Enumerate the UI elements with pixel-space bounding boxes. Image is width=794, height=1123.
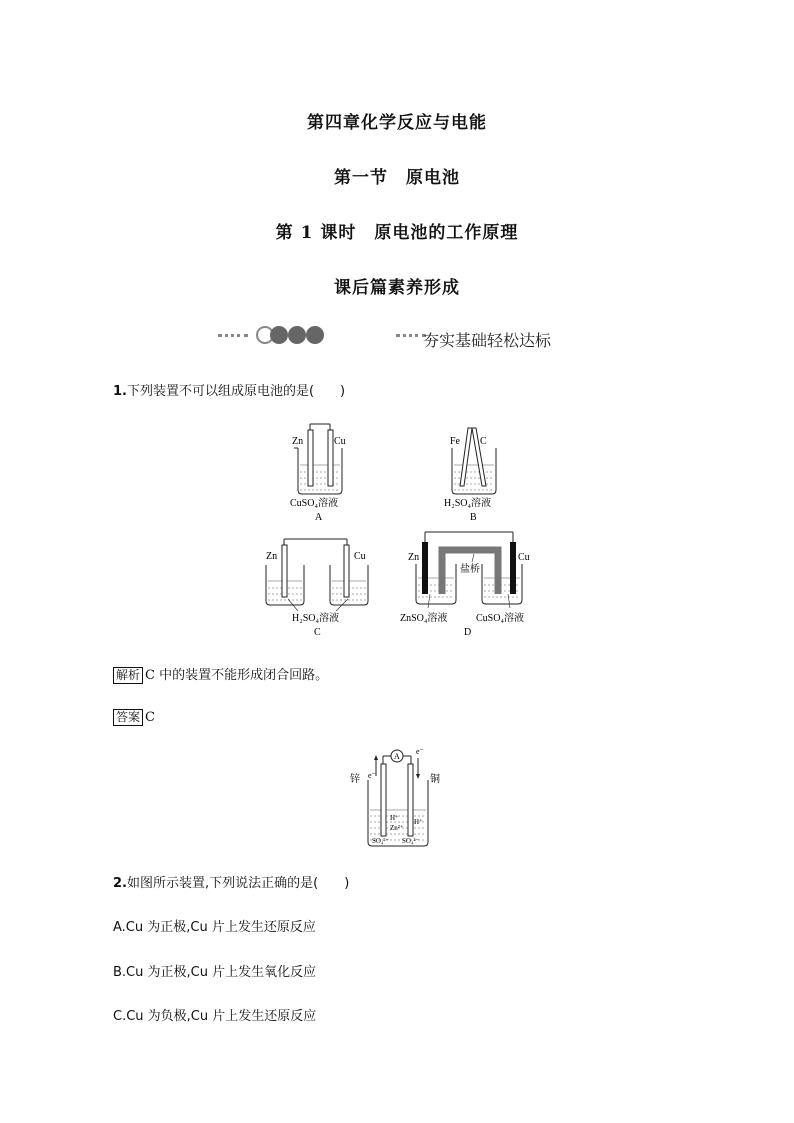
section-banner	[218, 322, 598, 352]
q1-number: 1.	[113, 384, 127, 399]
fig-c-right-label: Cu	[354, 551, 366, 562]
section-title: 第一节 原电池	[334, 168, 460, 188]
fig2-e-left: e⁻	[368, 771, 376, 780]
fig2-zinc: 锌	[350, 774, 360, 785]
question-2	[113, 872, 349, 891]
fig-d-label: D	[464, 627, 472, 638]
fig-d-left-label: Zn	[408, 552, 420, 563]
fig-b-solution: H₂SO₄溶液	[444, 498, 491, 509]
banner-circle-4	[306, 326, 324, 344]
q2-option-a: A.Cu 为正极,Cu 片上发生还原反应	[113, 920, 316, 935]
fig2-e-right: e⁻	[416, 747, 424, 756]
fig2-h-plus-2: H⁺	[414, 818, 423, 826]
figure-2	[350, 742, 450, 852]
lesson-title: 第 1 课时 原电池的工作原理	[275, 223, 519, 243]
q1-answer	[113, 709, 155, 726]
fig-c-solution: H₂SO₄溶液	[292, 613, 339, 624]
part-title: 课后篇素养形成	[334, 278, 460, 298]
q2-option-c: C.Cu 为负极,Cu 片上发生还原反应	[113, 1009, 317, 1024]
fig-b-left-label: Fe	[450, 436, 460, 447]
fig-d-bridge-label: 盐桥	[460, 564, 480, 575]
fig2-zn-ion: Zn²⁺	[390, 824, 404, 832]
fig2-so4-2: SO₄²⁻	[402, 837, 420, 845]
fig-d-sol-right: CuSO₄溶液	[476, 613, 524, 624]
figure-b	[440, 420, 510, 526]
q2-number: 2.	[113, 876, 127, 891]
chapter-title: 第四章化学反应与电能	[307, 113, 487, 133]
fig-c-label: C	[314, 627, 321, 638]
fig-a-right-label: Cu	[334, 436, 346, 447]
fig-b-label: B	[470, 512, 477, 523]
banner-dots-right	[396, 334, 426, 340]
banner-dots-left	[218, 334, 248, 340]
figure-a	[288, 420, 358, 526]
banner-text: 夯实基础轻松达标	[423, 331, 552, 350]
banner-circle-2	[270, 326, 288, 344]
analysis-tag: 解析	[113, 667, 143, 684]
fig2-so4-1: SO₄²⁻	[372, 837, 390, 845]
fig-a-solution: CuSO₄溶液	[290, 498, 338, 509]
figure-d	[400, 528, 540, 641]
fig-d-sol-left: ZnSO₄溶液	[400, 613, 448, 624]
question-1	[113, 380, 345, 399]
answer-tag: 答案	[113, 709, 143, 726]
fig-d-right-label: Cu	[518, 552, 530, 563]
q1-text: 下列装置不可以组成原电池的是( )	[126, 384, 346, 399]
fig2-meter: A	[394, 752, 400, 761]
q2-option-b: B.Cu 为正极,Cu 片上发生氧化反应	[113, 965, 317, 980]
q2-text: 如图所示装置,下列说法正确的是( )	[126, 876, 350, 891]
fig2-h-plus-1: H⁺	[390, 814, 399, 822]
analysis-text: C 中的装置不能形成闭合回路。	[145, 668, 329, 683]
fig-c-left-label: Zn	[266, 551, 278, 562]
fig-a-label: A	[315, 512, 323, 523]
figure-c	[258, 535, 383, 641]
fig2-copper: 铜	[430, 774, 440, 785]
fig-b-right-label: C	[480, 436, 487, 447]
banner-circle-3	[288, 326, 306, 344]
q1-analysis	[113, 664, 328, 684]
answer-text: C	[145, 710, 155, 725]
fig-a-left-label: Zn	[292, 436, 304, 447]
